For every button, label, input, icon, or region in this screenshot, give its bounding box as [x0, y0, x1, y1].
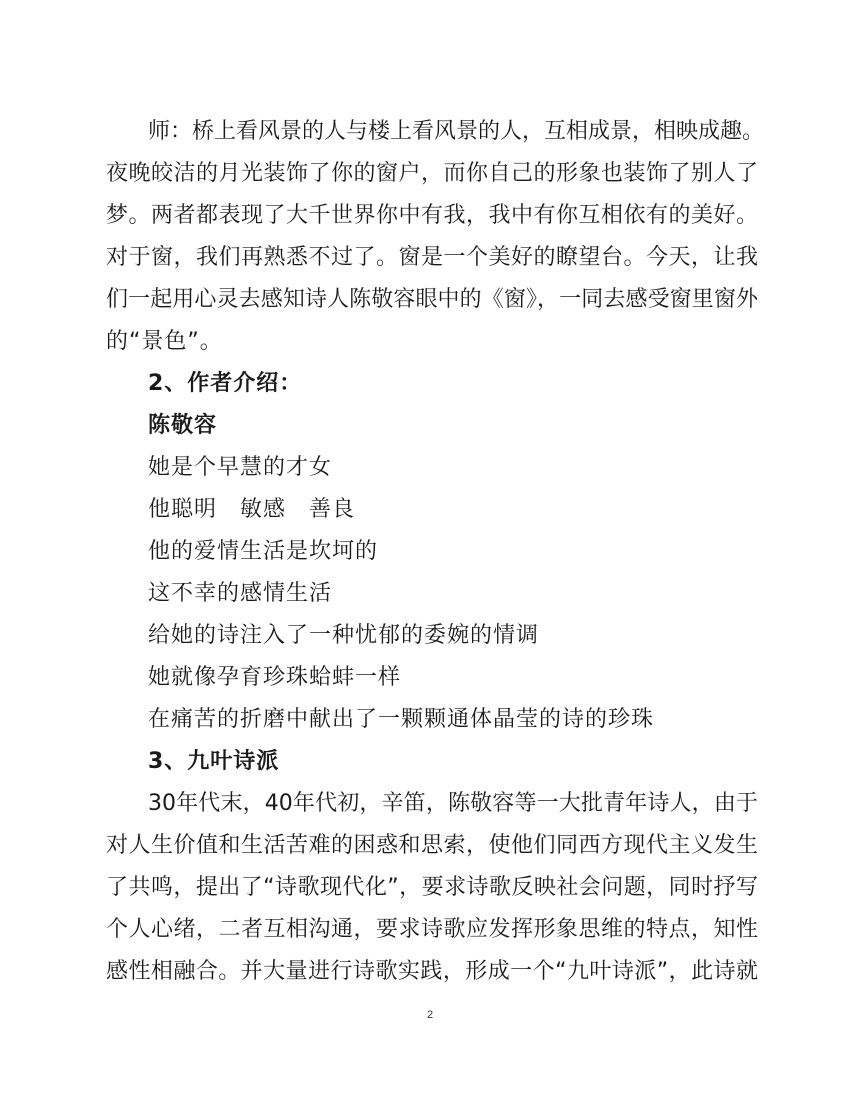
paragraph-line: 梦。两者都表现了大千世界你中有我，我中有你互相依有的美好。 [106, 203, 758, 228]
poem-line: 他聪明 敏感 善良 [148, 497, 356, 522]
section-heading: 3、九叶诗派 [148, 749, 280, 774]
poem-line: 在痛苦的折磨中献出了一颗颗通体晶莹的诗的珍珠 [148, 707, 655, 732]
section-heading: 2、作者介绍： [148, 371, 303, 396]
paragraph-line: 对于窗，我们再熟悉不过了。窗是一个美好的瞭望台。今天，让我 [106, 245, 758, 270]
poem-line: 她是个早慧的才女 [148, 455, 333, 480]
paragraph-line: 了共鸣，提出了“诗歌现代化”，要求诗歌反映社会问题，同时抒写 [106, 875, 758, 900]
author-name: 陈敬容 [148, 413, 218, 438]
page-number: 2 [426, 1009, 434, 1021]
paragraph-line: 夜晚皎洁的月光装饰了你的窗户，而你自己的形象也装饰了别人了 [106, 161, 758, 186]
poem-line: 她就像孕育珍珠蛤蚌一样 [148, 665, 402, 690]
paragraph-line: 们一起用心灵去感知诗人陈敬容眼中的《窗》，一同去感受窗里窗外 [106, 287, 758, 312]
paragraph-line: 师：桥上看风景的人与楼上看风景的人，互相成景，相映成趣。 [148, 119, 765, 144]
poem-line: 给她的诗注入了一种忧郁的委婉的情调 [148, 623, 540, 648]
paragraph-line: 对人生价值和生活苦难的困惑和思索，使他们同西方现代主义发生 [106, 833, 758, 858]
paragraph-line: 个人心绪，二者互相沟通，要求诗歌应发挥形象思维的特点，知性 [106, 917, 758, 942]
poem-line: 这不幸的感情生活 [148, 581, 333, 606]
paragraph-line: 感性相融合。并大量进行诗歌实践，形成一个“九叶诗派”，此诗就 [106, 959, 758, 984]
poem-line: 他的爱情生活是坎坷的 [148, 539, 379, 564]
paragraph-line: 30年代末，40年代初，辛笛，陈敬容等一大批青年诗人，由于 [148, 791, 758, 816]
paragraph-line: 的“景色”。 [106, 329, 223, 354]
